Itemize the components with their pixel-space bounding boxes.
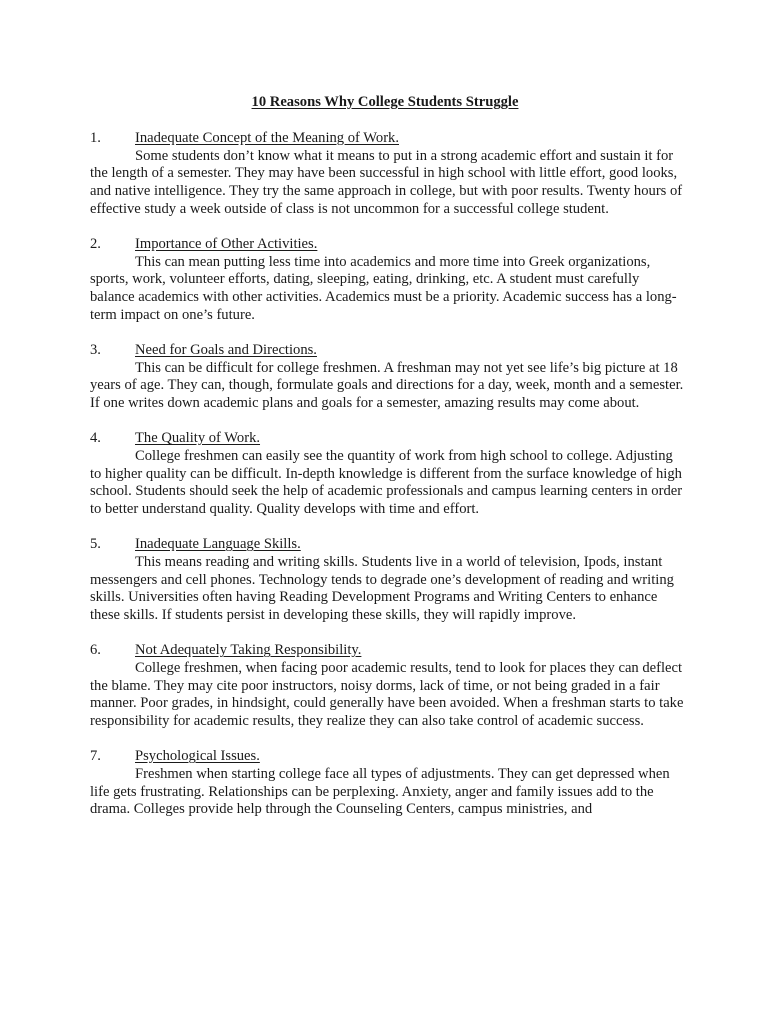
reason-header [90,342,684,360]
reason-number: 6. [90,642,101,659]
reason-number: 7. [90,748,101,765]
reason-item-6 [90,642,684,731]
reason-number: 3. [90,342,101,358]
reason-number: 5. [90,536,101,553]
reason-item-4 [90,430,684,519]
reason-item-2 [90,236,684,325]
reason-header [90,536,684,554]
reason-number: 1. [90,130,101,146]
reason-heading: The Quality of Work. [135,430,261,447]
reason-heading: Inadequate Language Skills. [135,536,301,553]
reason-body: This means reading and writing skills. Students live in a world of television, Ipods, instant messengers and cell phones. Technology tends to degrade one’s development of reading and writing skills. Universities often having Reading Development Programs and Writing Centers to enhance these skills. If students persist in developing these skills, they will rapidly improve. [90,553,674,624]
reason-number: 2. [90,236,101,252]
reason-body: This can be difficult for college freshmen. A freshman may not yet see life’s big picture at 18 years of age. They can, though, formulate goals and directions for a day, week, month and a semester. If one writes down academic plans and goals for a semester, amazing results may come about. [90,359,684,412]
reason-body: College freshmen, when facing poor academic results, tend to look for places they can deflect the blame. They may cite poor instructors, noisy dorms, lack of time, or not being graded in a fair manner. Poor grades, in hindsight, could generally have been avoided. When a freshman starts to take responsibility for academic results, they realize they can also take control of academic success. [90,659,684,730]
reason-body: College freshmen can easily see the quantity of work from high school to college. Adjusting to higher quality can be difficult. In-depth knowledge is different from the surface knowledge of high school. Students should seek the help of academic professionals and campus learning centers in order to better understand quality. Quality develops with time and effort. [90,447,683,518]
document-title [0,93,768,111]
reason-body: Freshmen when starting college face all types of adjustments. They can get depressed when life gets frustrating. Relationships can be perplexing. Anxiety, anger and family issues add to the drama. Colleges provide help through the Counseling Centers, campus ministries, and [90,765,670,818]
reason-header [90,430,684,448]
reason-item-5 [90,536,684,625]
reason-header [90,130,684,148]
reason-number: 4. [90,430,101,447]
reason-body: This can mean putting less time into academics and more time into Greek organizations, sports, work, volunteer efforts, dating, sleeping, eating, drinking, etc. A student must carefully balance academics with other activities. Academics must be a priority. Academic success has a long-term impact on one’s future. [90,253,677,323]
document-title-text: 10 Reasons Why College Students Struggle [251,94,519,110]
reasons-list [90,130,684,837]
reason-item-7 [90,748,684,819]
reason-header [90,642,684,660]
reason-heading: Importance of Other Activities. [135,236,318,252]
reason-header [90,748,684,766]
reason-header [90,236,684,254]
reason-heading: Need for Goals and Directions. [135,342,317,358]
reason-item-1 [90,130,684,219]
reason-item-3 [90,342,684,413]
reason-body: Some students don’t know what it means to put in a strong academic effort and sustain it for the length of a semester. They may have been successful in high school with little effort, good looks, and native intelligence. They try the same approach in college, but with poor results. Twenty hours of effective study a week outside of class is not uncommon for a successful college student. [90,147,683,217]
reason-heading: Not Adequately Taking Responsibility. [135,642,362,659]
reason-heading: Inadequate Concept of the Meaning of Work. [135,130,399,146]
reason-heading: Psychological Issues. [135,748,260,765]
